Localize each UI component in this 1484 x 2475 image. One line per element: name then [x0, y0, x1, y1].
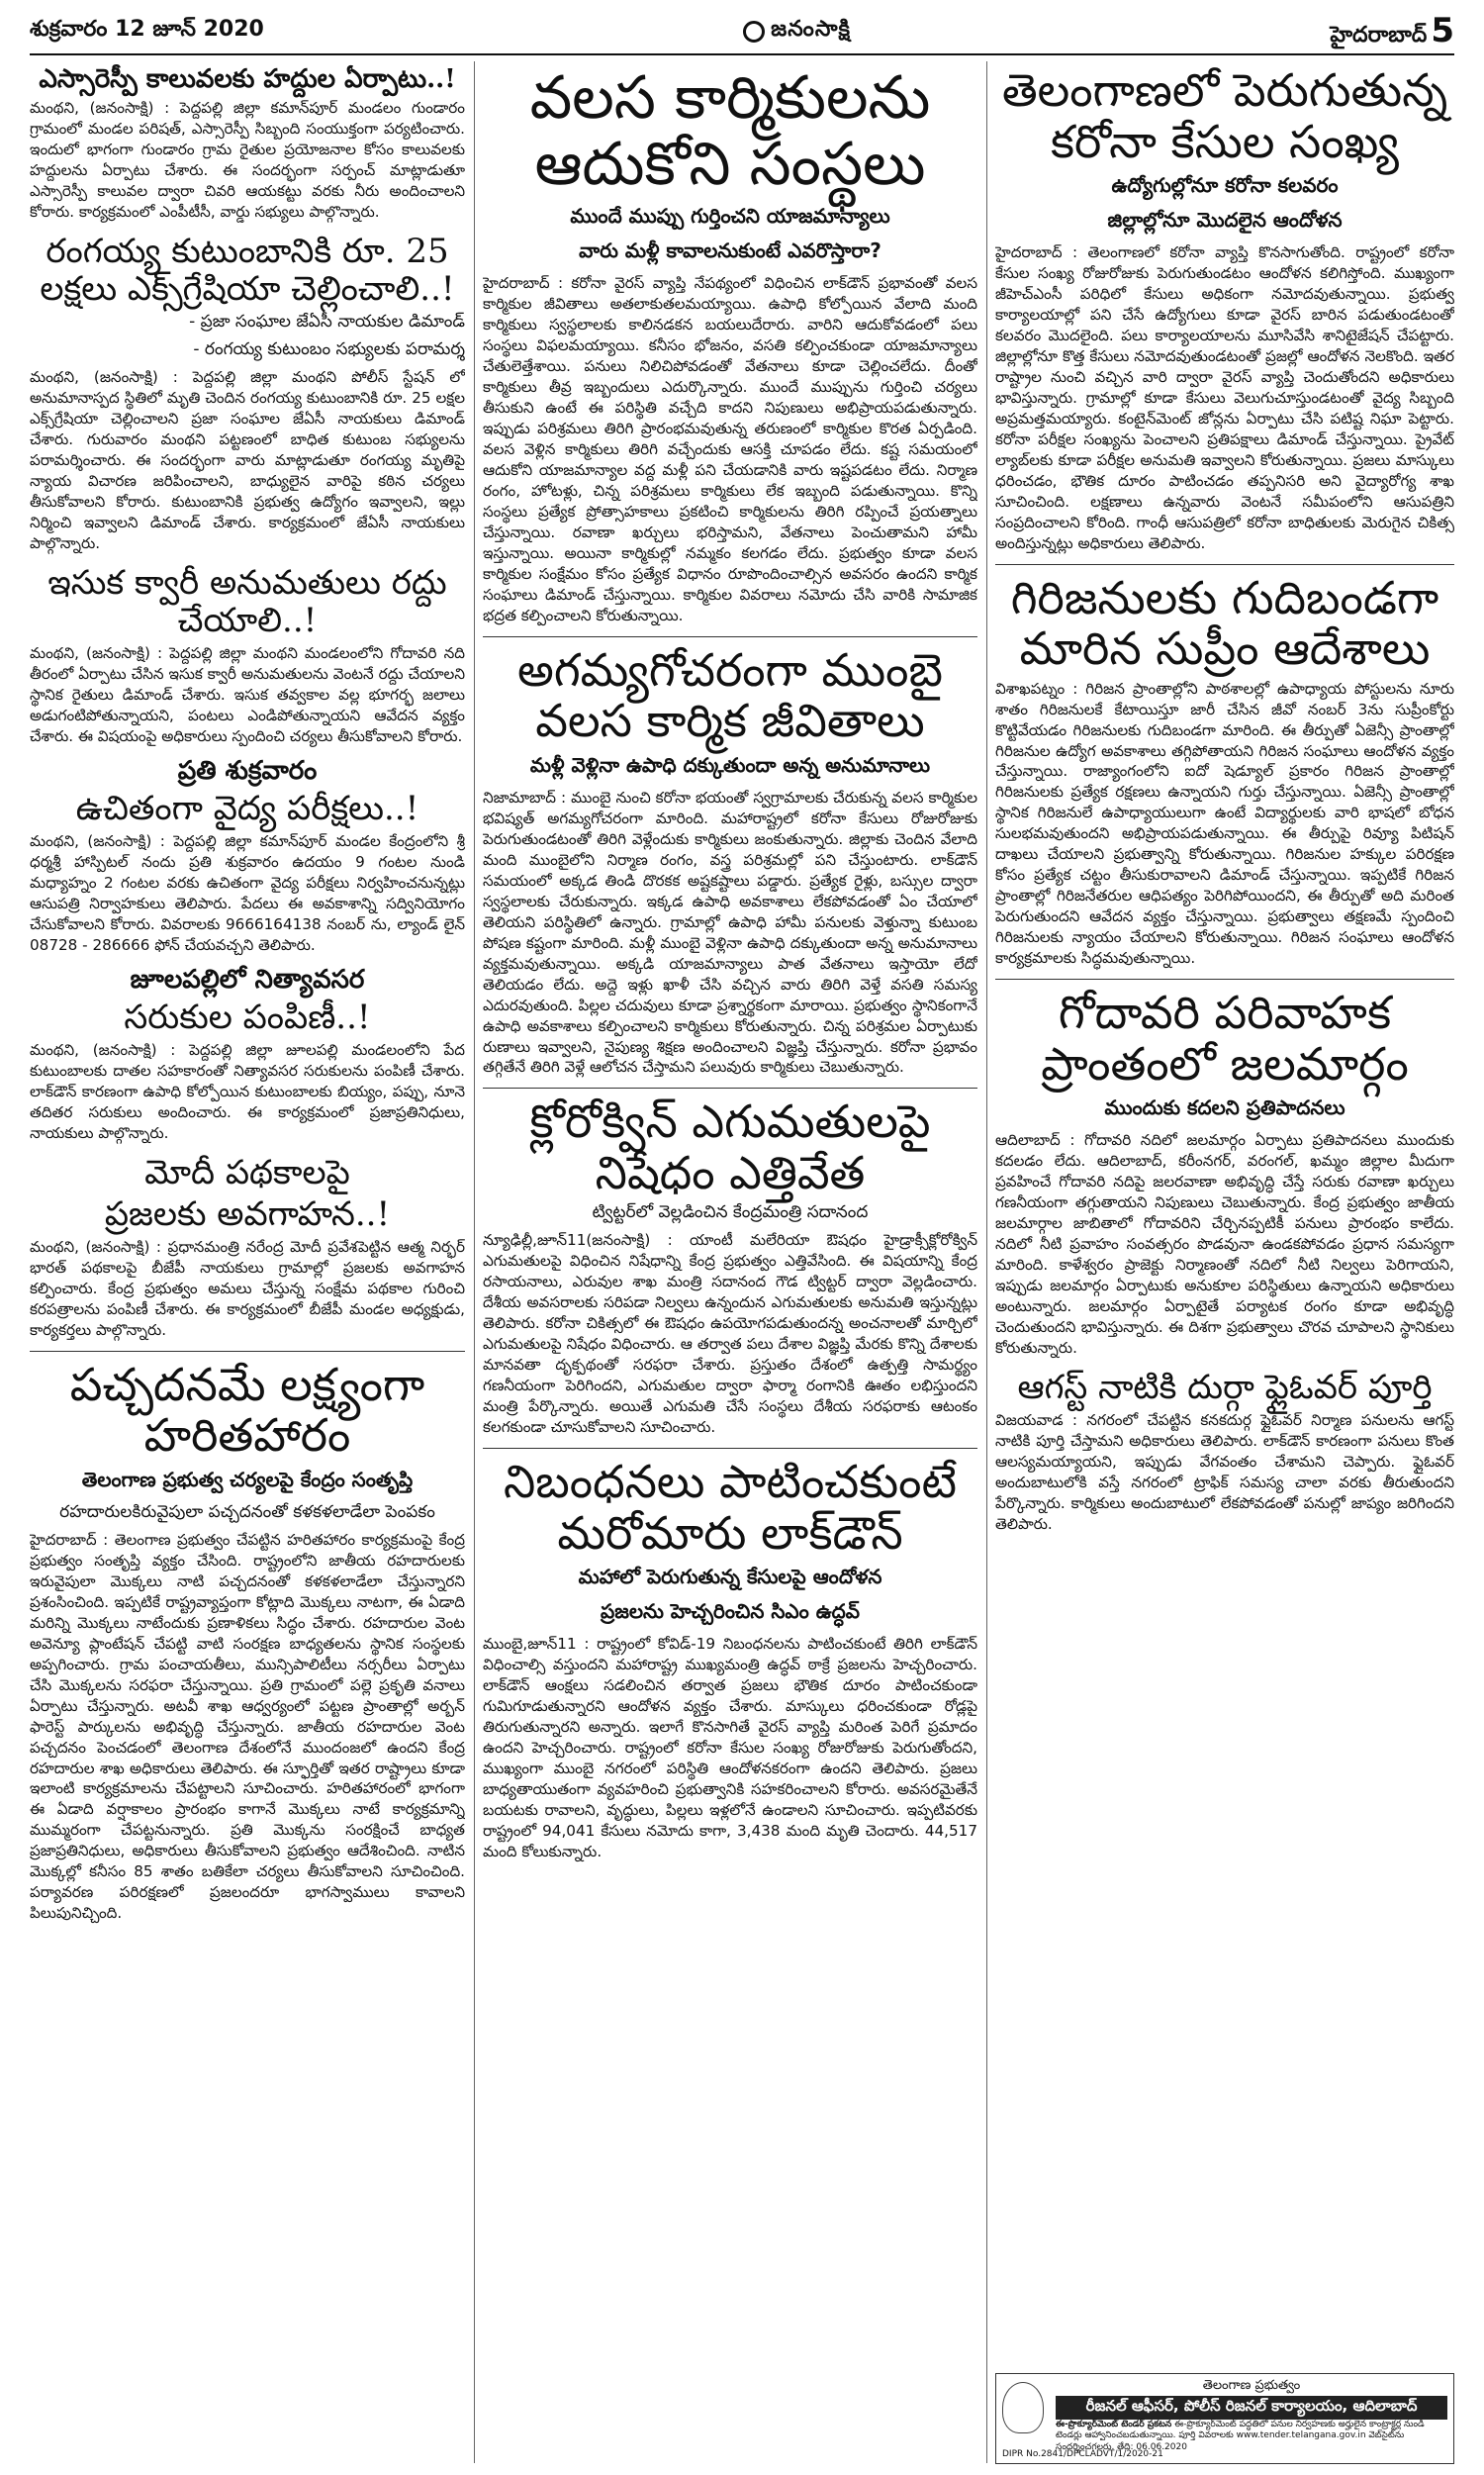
- article-kicker: మోదీ పథకాలపై: [144, 1152, 350, 1192]
- article: [483, 1096, 977, 1438]
- article-body: మంథని, (జనంసాక్షి) : పెద్దపల్లి జిల్లా కమాన్‌పూర్ మండల కేంద్రంలోని శ్రీ ధర్మశ్రీ హాస్పిటల్ నందు ప్రతి శుక్రవారం ఉదయం 9 గంటల నుండి మధ్యాహ్నం 2 గంటల వరకు ఉచితంగా వైద్య పరీక్షలు నిర్వహించనున్నట్లు ఆసుపత్రి నిర్వాహకులు తెలిపారు. పేదలు ఈ అవకాశాన్ని సద్వినియోగం చేసుకోవాలని కోరారు. వివరాలకు 9666164138 నంబర్ ను, ల్యాండ్ లైన్ 08728 - 286666 ఫోన్ చేయవచ్చని తెలిపారు.: [30, 831, 465, 954]
- ad-department: తెలంగాణ ప్రభుత్వం: [1202, 2378, 1301, 2393]
- masthead: [30, 10, 1454, 55]
- article-byline: ట్విట్టర్‌లో వెల్లడించిన కేంద్రమంత్రి సదానంద: [592, 1202, 869, 1223]
- ad-details-text: ఈ-ప్రొక్యూర్‌మెంట్ పద్ధతిలో పనుల నిర్వహణకు అర్హులైన కాంట్రాక్టర్ల నుండి టెండర్లు ఆహ్వానించబడుతున్నాయి. పూర్తి వివరాలకు www.tender.telangana.gov.in వెబ్‌సైట్‌ను సందర్శించగలరు. తేది: 06.06.2020: [1056, 2420, 1425, 2452]
- ad-footer: DIPR No.2841/DPCLADVT/1/2020-21: [1002, 2449, 1163, 2459]
- article-subheadline: వారు మళ్లీ కావాలనుకుంటే ఎవరొస్తారా?: [579, 238, 881, 263]
- article-body: మంథని, (జనంసాక్షి) : పెద్దపల్లి జిల్లా కమాన్‌పూర్ మండలం గుండారం గ్రామంలో మండల పరిషత్, ఎస్సారెస్పీ సిబ్బంది సంయుక్తంగా పర్యటించారు. ఇందులో భాగంగా గుండారం గ్రామ రైతుల ప్రయోజనాల కోసం కాలువలకు హద్దులను ఏర్పాటు చేశారు. ఈ సందర్భంగా సర్పంచ్ మాట్లాడుతూ ఎస్సారెస్పీ కాలువల ద్వారా చివరి ఆయకట్టు వరకు నీరు అందించాలని కోరారు. కార్యక్రమంలో ఎంపీటీసీ, వార్డు సభ్యులు పాల్గొన్నారు.: [30, 99, 465, 221]
- article-byline: - ప్రజా సంఘాల జేఏసీ నాయకుల డిమాండ్: [189, 312, 465, 333]
- ad-title: రీజనల్ ఆఫీసర్, పోలీస్ రిజనల్ కార్యాలయం, ఆదిలాబాద్: [1056, 2396, 1447, 2420]
- article-body: ముంబై,జూన్11 : రాష్ట్రంలో కోవిడ్-19 నిబంధనలను పాటించకుంటే తిరిగి లాక్‌డౌన్ విధించాల్సి వస్తుందని మహారాష్ట్ర ముఖ్యమంత్రి ఉద్ధవ్ ఠాక్రే ప్రజలను హెచ్చరించారు. లాక్‌డౌన్ ఆంక్షలు సడలించిన తర్వాత ప్రజలు భౌతిక దూరం పాటించకుండా గుమిగూడుతున్నారని ఆందోళన వ్యక్తం చేశారు. మాస్కులు ధరించకుండా రోడ్లపై తిరుగుతున్నారని అన్నారు. ఇలాగే కొనసాగితే వైరస్ వ్యాప్తి మరింత పెరిగే ప్రమాదం ఉందని హెచ్చరించారు. రాష్ట్రంలో కరోనా కేసుల సంఖ్య రోజురోజుకు పెరుగుతోందని, ముఖ్యంగా ముంబై నగరంలో పరిస్థితి ఆందోళనకరంగా ఉందని తెలిపారు. ప్రజలు బాధ్యతాయుతంగా వ్యవహరించి ప్రభుత్వానికి సహకరించాలని కోరారు. అవసరమైతేనే బయటకు రావాలని, వృద్ధులు, పిల్లలు ఇళ్లలోనే ఉండాలని సూచించారు. ఇప్పటివరకు రాష్ట్రంలో 94,041 కేసులు నమోదు కాగా, 3,438 మంది మృతి చెందారు. 44,517 మంది కోలుకున్నారు.: [483, 1635, 977, 1860]
- column-divider: [474, 61, 475, 2463]
- article-body: ఆదిలాబాద్ : గోదావరి నదిలో జలమార్గం ఏర్పాటు ప్రతిపాదనలు ముందుకు కదలడం లేదు. ఆదిలాబాద్, కరీంనగర్, వరంగల్, ఖమ్మం జిల్లాల మీదుగా ప్రవహించే గోదావరి నదిపై జలరవాణా అభివృద్ధి చేస్తే సరుకు రవాణా ఖర్చులు గణనీయంగా తగ్గుతాయని నిపుణులు చెబుతున్నారు. కేంద్ర ప్రభుత్వం జాతీయ జలమార్గాల జాబితాలో గోదావరిని చేర్చినప్పటికీ పనులు ప్రారంభం కాలేదు. నదిలో నీటి ప్రవాహం సంవత్సరం పొడవునా ఉండకపోవడం ప్రధాన సమస్యగా మారింది. కాళేశ్వరం ప్రాజెక్టు నిర్మాణంతో నదిలో నీటి నిల్వలు పెరిగాయని, ఇప్పుడు జలమార్గం ఏర్పాటుకు అనుకూల పరిస్థితులు ఉన్నాయని అధికారులు అంటున్నారు. జలమార్గం ఏర్పాటైతే పర్యాటక రంగం కూడా అభివృద్ధి చెందుతుందని భావిస్తున్నారు. ఈ దిశగా ప్రభుత్వాలు చొరవ చూపాలని స్థానికులు కోరుతున్నారు.: [995, 1131, 1454, 1357]
- article-body: విశాఖపట్నం : గిరిజన ప్రాంతాల్లోని పాఠశాలల్లో ఉపాధ్యాయ పోస్టులను నూరు శాతం గిరిజనులకే కేటాయిస్తూ జారీ చేసిన జీవో నంబర్ 3ను సుప్రీంకోర్టు కొట్టివేయడం గిరిజనులకు గుదిబండగా మారింది. ఈ తీర్పుతో ఏజెన్సీ ప్రాంతాల్లో గిరిజనుల ఉద్యోగ అవకాశాలు తగ్గిపోతాయని గిరిజన సంఘాలు ఆందోళన వ్యక్తం చేస్తున్నాయి. రాజ్యాంగంలోని ఐదో షెడ్యూల్ ప్రకారం గిరిజన ప్రాంతాల్లో గిరిజనులకు ప్రత్యేక రక్షణలు ఉన్నాయని గుర్తు చేస్తున్నాయి. ఏజెన్సీ ప్రాంతాల్లో స్థానిక గిరిజనులే ఉపాధ్యాయులుగా ఉంటే విద్యార్థులకు వారి భాషలో బోధన సులభమవుతుందని అభిప్రాయపడుతున్నాయి. ఈ తీర్పుపై రివ్యూ పిటిషన్ దాఖలు చేయాలని ప్రభుత్వాన్ని కోరుతున్నాయి. గిరిజనుల హక్కుల పరిరక్షణ కోసం ప్రత్యేక చట్టం తీసుకురావాలని డిమాండ్ చేస్తున్నాయి. ఇప్పటికే గిరిజన ప్రాంతాల్లో గిరిజనేతరుల ఆధిపత్యం పెరిగిపోయిందని, ఈ తీర్పుతో అది మరింత పెరుగుతుందని ఆవేదన వ్యక్తం చేస్తున్నాయి. ప్రభుత్వాలు తక్షణమే స్పందించి గిరిజనులకు న్యాయం చేయాలని కోరుతున్నాయి. గిరిజన సంఘాలు ఆందోళన కార్యక్రమాలకు సిద్ధమవుతున్నాయి.: [995, 679, 1454, 968]
- article-headline: తెలంగాణలో పెరుగుతున్న కరోనా కేసుల సంఖ్య: [1001, 63, 1448, 168]
- column-right: [995, 61, 1454, 2366]
- article-headline: క్లోరోక్విన్ ఎగుమతులపై నిషేధం ఎత్తివేత: [529, 1095, 931, 1199]
- article-subheadline: ముందుకు కదలని ప్రతిపాదనలు: [1104, 1095, 1345, 1120]
- article-body: నిజామాబాద్ : ముంబై నుంచి కరోనా భయంతో స్వగ్రామాలకు చేరుకున్న వలస కార్మికుల భవిష్యత్ అగమ్యగోచరంగా మారింది. మహారాష్ట్రలో కరోనా కేసులు రోజురోజుకు పెరుగుతుండటంతో తిరిగి వెళ్లేందుకు కార్మికులు జంకుతున్నారు. జిల్లాకు చెందిన వేలాది మంది ముంబైలోని నిర్మాణ రంగం, వస్త్ర పరిశ్రమల్లో పని చేస్తుంటారు. లాక్‌డౌన్ సమయంలో అక్కడ తిండి దొరకక అష్టకష్టాలు పడ్డారు. ప్రత్యేక రైళ్లు, బస్సుల ద్వారా స్వస్థలాలకు చేరుకున్నారు. ఇక్కడ ఉపాధి అవకాశాలు లేకపోవడంతో ఏం చేయాలో తెలియని పరిస్థితిలో ఉన్నారు. గ్రామాల్లో ఉపాధి హామీ పనులకు వెళ్తున్నా కుటుంబ పోషణ కష్టంగా మారింది. మళ్లీ ముంబై వెళ్లినా ఉపాధి దక్కుతుందా అన్న అనుమానాలు వ్యక్తమవుతున్నాయి. అక్కడి యాజమాన్యాలు పాత వేతనాలు ఇస్తాయో లేదో తెలియడం లేదు. అద్దె ఇళ్లు ఖాళీ చేసి వచ్చిన వారు తిరిగి వెళ్తే వసతి సమస్య ఎదురవుతుంది. పిల్లల చదువులు కూడా ప్రశ్నార్థకంగా మారాయి. ప్రభుత్వం స్థానికంగానే ఉపాధి అవకాశాలు కల్పించాలని కార్మికులు కోరుతున్నారు. చిన్న పరిశ్రమల ఏర్పాటుకు రుణాలు ఇవ్వాలని, నైపుణ్య శిక్షణ అందించాలని విజ్ఞప్తి చేస్తున్నారు. కరోనా ప్రభావం తగ్గితేనే తిరిగి వెళ్లే ఆలోచన చేస్తామని పలువురు కార్మికులు చెబుతున్నారు.: [483, 788, 977, 1077]
- article: [30, 564, 465, 747]
- divider: [30, 1351, 465, 1352]
- article: [995, 988, 1454, 1359]
- article-byline: రహదారులకిరువైపులా పచ్చదనంతో కళకళలాడేలా పెంపకం: [59, 1501, 435, 1522]
- article-kicker: ప్రతి శుక్రవారం: [177, 755, 318, 786]
- article: [30, 966, 465, 1144]
- article-headline: ఉచితంగా వైద్య పరీక్షలు..!: [75, 788, 419, 828]
- article-byline: - రంగయ్య కుటుంబం సభ్యులకు పరామర్శ: [193, 339, 465, 360]
- article: [30, 65, 465, 223]
- article-headline: ఇసుక క్వారీ అనుమతులు రద్దు చేయాలి..!: [47, 562, 447, 640]
- article-headline: గిరిజనులకు గుదిబండగా మారిన సుప్రీం ఆదేశాలు: [1010, 570, 1439, 676]
- article-body: న్యూఢిల్లీ,జూన్11(జనంసాక్షి) : యాంటీ మలేరియా ఔషధం హైడ్రాక్సీక్లోరోక్విన్ ఎగుమతులపై విధించిన నిషేధాన్ని కేంద్ర ప్రభుత్వం ఎత్తివేసింది. ఈ విషయాన్ని కేంద్ర రసాయనాలు, ఎరువుల శాఖ మంత్రి సదానంద గౌడ ట్విట్టర్ ద్వారా వెల్లడించారు. దేశీయ అవసరాలకు సరిపడా నిల్వలు ఉన్నందున ఎగుమతులకు అనుమతి ఇస్తున్నట్లు తెలిపారు. కరోనా చికిత్సలో ఈ ఔషధం ఉపయోగపడుతుందన్న అంచనాలతో మార్చిలో ఎగుమతులపై నిషేధం విధించారు. ఆ తర్వాత పలు దేశాల విజ్ఞప్తి మేరకు కొన్ని దేశాలకు మానవతా దృక్పథంతో సరఫరా చేశారు. ప్రస్తుతం దేశంలో ఉత్పత్తి సామర్థ్యం గణనీయంగా పెరిగిందని, ఎగుమతుల ద్వారా ఫార్మా రంగానికి ఊతం లభిస్తుందని మంత్రి పేర్కొన్నారు. అయితే ఎగుమతి చేసే సంస్థలు దేశీయ సరఫరాకు ఆటంకం కలగకుండా చూసుకోవాలని సూచించారు.: [483, 1231, 977, 1437]
- article: [30, 1154, 465, 1341]
- tender-advertisement: [995, 2373, 1454, 2464]
- article: [995, 1369, 1454, 1535]
- article-kicker: జూలపల్లిలో నిత్యావసర: [130, 964, 365, 995]
- article-subheadline: ప్రజలను హెచ్చరించిన సిఎం ఉద్ధవ్: [600, 1599, 861, 1624]
- article-headline: గోదావరి పరివాహక ప్రాంతంలో జలమార్గం: [1041, 986, 1409, 1091]
- article-body: హైదరాబాద్ : తెలంగాణలో కరోనా వ్యాప్తి కొనసాగుతోంది. రాష్ట్రంలో కరోనా కేసుల సంఖ్య రోజురోజుకు పెరుగుతుండటం ఆందోళన కలిగిస్తోంది. ముఖ్యంగా జీహెచ్‌ఎంసీ పరిధిలో కేసులు అధికంగా నమోదవుతున్నాయి. ప్రభుత్వ కార్యాలయాల్లో పని చేసే ఉద్యోగులు కూడా వైరస్ బారిన పడుతుండటంతో కలవరం మొదలైంది. పలు కార్యాలయాలను మూసివేసి శానిటైజేషన్ చేపట్టారు. జిల్లాల్లోనూ కొత్త కేసులు నమోదవుతుండటంతో ప్రజల్లో ఆందోళన నెలకొంది. ఇతర రాష్ట్రాల నుంచి వచ్చిన వారి ద్వారా వైరస్ వ్యాప్తి చెందుతోందని అధికారులు భావిస్తున్నారు. గ్రామాల్లో కూడా కేసులు వెలుగుచూస్తుండటంతో వైద్య సిబ్బంది అప్రమత్తమయ్యారు. కంటైన్‌మెంట్ జోన్లను ఏర్పాటు చేసి పటిష్ట నిఘా పెట్టారు. కరోనా పరీక్షల సంఖ్యను పెంచాలని ప్రతిపక్షాలు డిమాండ్ చేస్తున్నాయి. ప్రైవేట్ ల్యాబ్‌లకు కూడా పరీక్షల అనుమతి ఇవ్వాలని కోరుతున్నాయి. ప్రజలు మాస్కులు ధరించడం, భౌతిక దూరం పాటించడం తప్పనిసరి అని వైద్యారోగ్య శాఖ సూచించింది. లక్షణాలు ఉన్నవారు వెంటనే సమీపంలోని ఆసుపత్రిని సంప్రదించాలని కోరింది. గాంధీ ఆసుపత్రిలో కరోనా బాధితులకు మెరుగైన చికిత్స అందిస్తున్నట్లు అధికారులు తెలిపారు.: [995, 243, 1454, 552]
- article: [483, 642, 977, 1079]
- govt-emblem-icon: [1002, 2382, 1044, 2433]
- article: [483, 1457, 977, 1862]
- article-headline: నిబంధనలు పాటించకుంటే మరోమారు లాక్‌డౌన్: [503, 1455, 958, 1560]
- article-headline: ఎస్సారెస్పీ కాలువలకు హద్దుల ఏర్పాటు..!: [39, 64, 456, 94]
- ad-notice: ఈ-ప్రొక్యూర్‌మెంట్ టెండర్ ప్రకటన: [1056, 2420, 1172, 2429]
- newspaper-logo: [743, 17, 851, 47]
- article-body: మంథని, (జనంసాక్షి) : పెద్దపల్లి జిల్లా మంథని మండలంలోని గోదావరి నది తీరంలో ఏర్పాటు చేసిన ఇసుక క్వారీ అనుమతులను వెంటనే రద్దు చేయాలని స్థానిక రైతులు డిమాండ్ చేశారు. ఇసుక తవ్వకాల వల్ల భూగర్భ జలాలు అడుగంటిపోతున్నాయని, పంటలు ఎండిపోతున్నాయని ఆవేదన వ్యక్తం చేశారు. ఈ విషయంపై అధికారులు స్పందించి చర్యలు తీసుకోవాలని కోరారు.: [30, 643, 465, 745]
- article: [30, 757, 465, 956]
- article-headline: ఆగస్ట్ నాటికి దుర్గా ఫ్లైఓవర్ పూర్తి: [1017, 1367, 1433, 1407]
- article: [30, 233, 465, 554]
- divider: [483, 636, 977, 637]
- edition-city: హైదరాబాద్: [1330, 23, 1428, 48]
- article: [30, 1357, 465, 1924]
- article-headline: సరుకుల పంపిణీ..!: [124, 997, 371, 1037]
- article-body: హైదరాబాద్ : కరోనా వైరస్ వ్యాప్తి నేపథ్యంలో విధించిన లాక్‌డౌన్ ప్రభావంతో వలస కార్మికుల జీవితాలు అతలాకుతలమయ్యాయి. ఉపాధి కోల్పోయిన వేలాది మంది కార్మికులు స్వస్థలాలకు కాలినడకన బయలుదేరారు. వారిని ఆదుకోవడంలో పలు సంస్థలు విఫలమయ్యాయి. కనీసం భోజనం, వసతి కల్పించకుండా యాజమాన్యాలు చేతులెత్తేశాయి. పనులు నిలిచిపోవడంతో వేతనాలు కూడా చెల్లించలేదు. దీంతో కార్మికులు తీవ్ర ఇబ్బందులు ఎదుర్కొన్నారు. ముందే ముప్పును గుర్తించి చర్యలు తీసుకుని ఉంటే ఈ పరిస్థితి వచ్చేది కాదని నిపుణులు అభిప్రాయపడుతున్నారు. ఇప్పుడు పరిశ్రమలు తిరిగి ప్రారంభమవుతున్న తరుణంలో కార్మికుల కొరత ఏర్పడింది. వలస వెళ్లిన కార్మికులు తిరిగి వచ్చేందుకు ఆసక్తి చూపడం లేదు. కష్ట సమయంలో ఆదుకోని యాజమాన్యాల వద్ద మళ్లీ పని చేయడానికి వారు ఇష్టపడటం లేదు. నిర్మాణ రంగం, హోటళ్లు, చిన్న పరిశ్రమలు కార్మికులు లేక ఇబ్బంది పడుతున్నాయి. కొన్ని సంస్థలు ప్రత్యేక ప్రోత్సాహకాలు ప్రకటించి కార్మికులను తిరిగి రప్పించే ప్రయత్నాలు చేస్తున్నాయి. రవాణా ఖర్చులు భరిస్తామని, వేతనాలు పెంచుతామని హామీ ఇస్తున్నాయి. అయినా కార్మికుల్లో నమ్మకం కలగడం లేదు. ప్రభుత్వం కూడా వలస కార్మికుల సంక్షేమం కోసం ప్రత్యేక విధానం రూపొందించాల్సిన అవసరం ఉందని కార్మిక సంఘాలు డిమాండ్ చేస్తున్నాయి. కార్మికుల వివరాలు నమోదు చేసి వారికి సామాజిక భద్రత కల్పించాలని కోరుతున్నాయి.: [483, 274, 977, 624]
- divider: [995, 564, 1454, 565]
- column-center: [483, 61, 977, 2463]
- article: [483, 65, 977, 626]
- article-body: మంథని, (జనంసాక్షి) : ప్రధానమంత్రి నరేంద్ర మోదీ ప్రవేశపెట్టిన ఆత్మ నిర్భర్ భారత్ పథకాలపై బీజేపీ నాయకులు గ్రామాల్లో ప్రజలకు అవగాహన కల్పించారు. కేంద్ర ప్రభుత్వం అమలు చేస్తున్న సంక్షేమ పథకాల గురించి కరపత్రాలను పంపిణీ చేశారు. ఈ కార్యక్రమంలో బీజేపీ మండల అధ్యక్షుడు, కార్యకర్తలు పాల్గొన్నారు.: [30, 1237, 465, 1339]
- page-number: 5: [1431, 11, 1454, 50]
- article-body: మంథని, (జనంసాక్షి) : పెద్దపల్లి జిల్లా మంథని పోలీస్ స్టేషన్ లో అనుమానాస్పద స్థితిలో మృతి చెందిన రంగయ్య కుటుంబానికి రూ. 25 లక్షల ఎక్స్‌గ్రేషియా చెల్లించాలని ప్రజా సంఘాల జేఏసీ నాయకులు డిమాండ్ చేశారు. గురువారం మంథని పట్టణంలో బాధిత కుటుంబ సభ్యులను పరామర్శించారు. ఈ సందర్భంగా వారు మాట్లాడుతూ రంగయ్య మృతిపై న్యాయ విచారణ జరిపించాలని, బాధ్యులైన వారిపై కఠిన చర్యలు తీసుకోవాలని కోరారు. కుటుంబానికి ప్రభుత్వ ఉద్యోగం ఇవ్వాలని, ఇల్లు నిర్మించి ఇవ్వాలని డిమాండ్ చేశారు. కార్యక్రమంలో జేఏసీ నాయకులు పాల్గొన్నారు.: [30, 368, 465, 552]
- ad-details: [1056, 2420, 1447, 2453]
- divider: [483, 1088, 977, 1089]
- article: [995, 570, 1454, 970]
- logo-text: జనంసాక్షి: [771, 17, 852, 42]
- article-subheadline: ఉద్యోగుల్లోనూ కరోనా కలవరం: [1111, 173, 1339, 198]
- article-subheadline: మళ్లీ వెళ్లినా ఉపాధి దక్కుతుందా అన్న అనుమానాలు: [529, 752, 931, 777]
- divider: [995, 979, 1454, 980]
- article-headline: అగమ్యగోచరంగా ముంబై వలస కార్మిక జీవితాలు: [517, 642, 943, 748]
- article-headline: వలస కార్మికులను ఆదుకోని సంస్థలు: [529, 63, 931, 200]
- article-subheadline: జిల్లాల్లోనూ మొదలైన ఆందోళన: [1107, 208, 1343, 233]
- article-body: విజయవాడ : నగరంలో చేపట్టిన కనకదుర్గ ఫ్లైఓవర్ నిర్మాణ పనులను ఆగస్ట్ నాటికి పూర్తి చేస్తామని అధికారులు తెలిపారు. లాక్‌డౌన్ కారణంగా పనులు కొంత ఆలస్యమయ్యాయని, ఇప్పుడు వేగవంతం చేశామని చెప్పారు. ఫ్లైఓవర్ అందుబాటులోకి వస్తే నగరంలో ట్రాఫిక్ సమస్య చాలా వరకు తీరుతుందని పేర్కొన్నారు. కార్మికులు అందుబాటులో లేకపోవడంతో పనుల్లో జాప్యం జరిగిందని తెలిపారు.: [995, 1410, 1454, 1533]
- article-body: హైదరాబాద్ : తెలంగాణ ప్రభుత్వం చేపట్టిన హరితహారం కార్యక్రమంపై కేంద్ర ప్రభుత్వం సంతృప్తి వ్యక్తం చేసింది. రాష్ట్రంలోని జాతీయ రహదారులకు ఇరువైపులా మొక్కలు నాటి పచ్చదనంతో కళకళలాడేలా చేస్తున్నారని ప్రశంసించింది. ఇప్పటికే రాష్ట్రవ్యాప్తంగా కోట్లాది మొక్కలు నాటగా, ఈ ఏడాది మరిన్ని మొక్కలు నాటేందుకు ప్రణాళికలు సిద్ధం చేశారు. రహదారుల వెంట అవెన్యూ ప్లాంటేషన్ చేపట్టి వాటి సంరక్షణ బాధ్యతలను స్థానిక సంస్థలకు అప్పగించారు. గ్రామ పంచాయతీలు, మున్సిపాలిటీలు నర్సరీలు ఏర్పాటు చేసి మొక్కలను సరఫరా చేస్తున్నాయి. ప్రతి గ్రామంలో పల్లె ప్రకృతి వనాలు ఏర్పాటు చేస్తున్నారు. అటవీ శాఖ ఆధ్వర్యంలో పట్టణ ప్రాంతాల్లో అర్బన్ ఫారెస్ట్ పార్కులను అభివృద్ధి చేస్తున్నారు. జాతీయ రహదారుల వెంట పచ్చదనం పెంచడంలో తెలంగాణ దేశంలోనే ముందంజలో ఉందని కేంద్ర రహదారుల శాఖ అధికారులు తెలిపారు. ఈ స్ఫూర్తితో ఇతర రాష్ట్రాలు కూడా ఇలాంటి కార్యక్రమాలను చేపట్టాలని సూచించారు. హరితహారంలో భాగంగా ఈ ఏడాది వర్షాకాలం ప్రారంభం కాగానే మొక్కలు నాటే కార్యక్రమాన్ని ముమ్మరంగా చేపట్టనున్నారు. ప్రతి మొక్కను సంరక్షించే బాధ్యత ప్రజాప్రతినిధులు, అధికారులు తీసుకోవాలని ప్రభుత్వం ఆదేశించింది. నాటిన మొక్కల్లో కనీసం 85 శాతం బతికేలా చర్యలు తీసుకోవాలని సూచించింది. పర్యావరణ పరిరక్షణలో ప్రజలందరూ భాగస్వాములు కావాలని పిలుపునిచ్చింది.: [30, 1530, 465, 1923]
- divider: [483, 1448, 977, 1449]
- article-headline: పచ్చదనమే లక్ష్యంగా హరితహారం: [69, 1357, 425, 1463]
- issue-date: శుక్రవారం 12 జూన్ 2020: [30, 17, 264, 42]
- article-subheadline: మహాలో పెరుగుతున్న కేసులపై ఆందోళన: [578, 1565, 882, 1589]
- article-body: మంథని, (జనంసాక్షి) : పెద్దపల్లి జిల్లా జూలపల్లి మండలంలోని పేద కుటుంబాలకు దాతల సహకారంతో నిత్యావసర సరుకులను పంపిణీ చేశారు. లాక్‌డౌన్ కారణంగా ఉపాధి కోల్పోయిన కుటుంబాలకు బియ్యం, పప్పు, నూనె తదితర సరుకులు అందించారు. ఈ కార్యక్రమంలో ప్రజాప్రతినిధులు, నాయకులు పాల్గొన్నారు.: [30, 1040, 465, 1142]
- logo-icon: [743, 21, 765, 43]
- article-headline: ప్రజలకు అవగాహన..!: [104, 1193, 391, 1234]
- edition: [1330, 11, 1454, 52]
- article-subheadline: ముందే ముప్పు గుర్తించని యాజమాన్యాలు: [570, 204, 890, 229]
- article-headline: రంగయ్య కుటుంబానికి రూ. 25 లక్షలు ఎక్స్‌గ్రేషియా చెల్లించాలి..!: [40, 231, 455, 309]
- article-subheadline: తెలంగాణ ప్రభుత్వ చర్యలపై కేంద్రం సంతృప్తి: [81, 1467, 414, 1491]
- column-divider: [986, 61, 987, 2463]
- article: [995, 65, 1454, 554]
- column-left: [30, 61, 465, 2463]
